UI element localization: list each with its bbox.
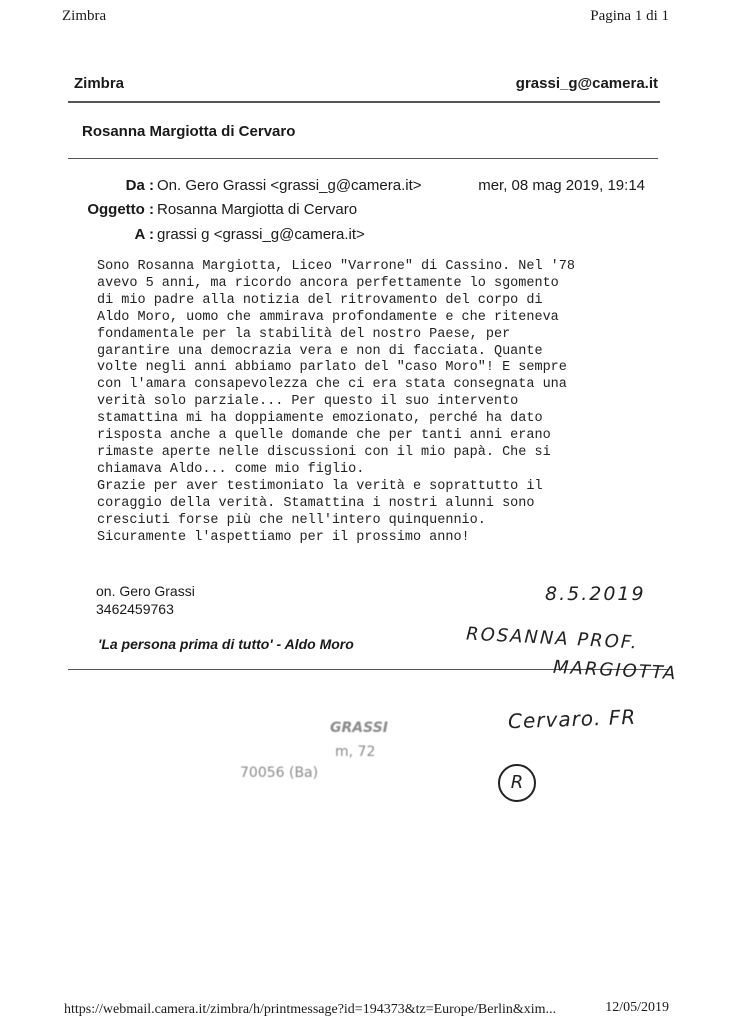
mail-header-account: grassi_g@camera.it (515, 75, 658, 92)
subject-title: Rosanna Margiotta di Cervaro (82, 123, 296, 140)
header-divider (68, 101, 660, 103)
body-line: risposta anche a quelle domande che per tanti anni erano (97, 428, 551, 444)
body-line: chiamava Aldo... come mio figlio. (97, 461, 365, 477)
print-header-page: Pagina 1 di 1 (590, 8, 669, 24)
handwritten-town: Cervaro. FR (507, 704, 637, 734)
subject-value: Rosanna Margiotta di Cervaro (157, 201, 358, 218)
from-label: Da : (125, 177, 154, 194)
to-value: grassi g <grassi_g@camera.it> (157, 226, 365, 243)
body-line: di mio padre alla notizia del ritrovamento del corpo di (97, 292, 543, 308)
body-line: Sono Rosanna Margiotta, Liceo "Varrone" di Cassino. Nel '78 (97, 259, 575, 274)
message-date: mer, 08 mag 2019, 19:14 (478, 177, 645, 194)
body-line: con l'amara consapevolezza che ci era stata consegnata una (97, 377, 567, 393)
body-line: stamattina mi ha doppiamente emozionato, perché ha dato (97, 411, 543, 427)
stamp-line2: m, 72 (335, 744, 376, 760)
handwritten-circled-mark (498, 764, 536, 802)
email-body (97, 259, 575, 546)
body-line: verità solo parziale... Per questo il suo intervento (97, 394, 519, 410)
handwritten-mark: R (510, 772, 524, 793)
stamp-line3: 70056 (Ba) (240, 765, 319, 781)
signature-quote: 'La persona prima di tutto' - Aldo Moro (98, 636, 354, 652)
body-line: garantire una democrazia vera e non di facciata. Quante (97, 343, 543, 359)
body-line: Sicuramente l'aspettiamo per il prossimo anno! (97, 529, 470, 545)
from-value: On. Gero Grassi <grassi_g@camera.it> (157, 177, 422, 194)
mail-header-app: Zimbra (74, 75, 125, 92)
subject-label: Oggetto : (87, 201, 154, 218)
handwritten-date: 8.5.2019 (545, 583, 646, 605)
body-line: rimaste aperte nelle discussioni con il mio papà. Che si (97, 444, 551, 460)
signature-phone: 3462459763 (96, 601, 174, 617)
body-line: cresciuti forse più che nell'intero quinquennio. (97, 512, 486, 528)
signature-name: on. Gero Grassi (96, 583, 195, 599)
body-line: volte negli anni abbiamo parlato del "caso Moro"! E sempre (97, 360, 567, 376)
body-line: Grazie per aver testimoniato la verità e soprattutto il (97, 478, 543, 494)
footer-date: 12/05/2019 (605, 1000, 669, 1015)
body-line: Aldo Moro, uomo che ammirava profondamente e che riteneva (97, 309, 559, 325)
subject-divider (68, 158, 658, 159)
print-header-app: Zimbra (62, 8, 107, 24)
handwritten-name-line1: ROSANNA PROF. (465, 623, 640, 654)
handwritten-name-line2: MARGIOTTA (552, 656, 678, 685)
body-line: fondamentale per la stabilità del nostro Paese, per (97, 326, 511, 342)
body-line: coraggio della verità. Stamattina i nostri alunni sono (97, 495, 535, 511)
to-label: A : (134, 226, 154, 243)
footer-url[interactable]: https://webmail.camera.it/zimbra/h/printmessage?id=194373&tz=Europe/Berlin&xim... (64, 1002, 557, 1017)
stamp-line1: GRASSI (330, 720, 388, 736)
body-line: avevo 5 anni, ma ricordo ancora perfettamente lo sgomento (97, 275, 559, 291)
